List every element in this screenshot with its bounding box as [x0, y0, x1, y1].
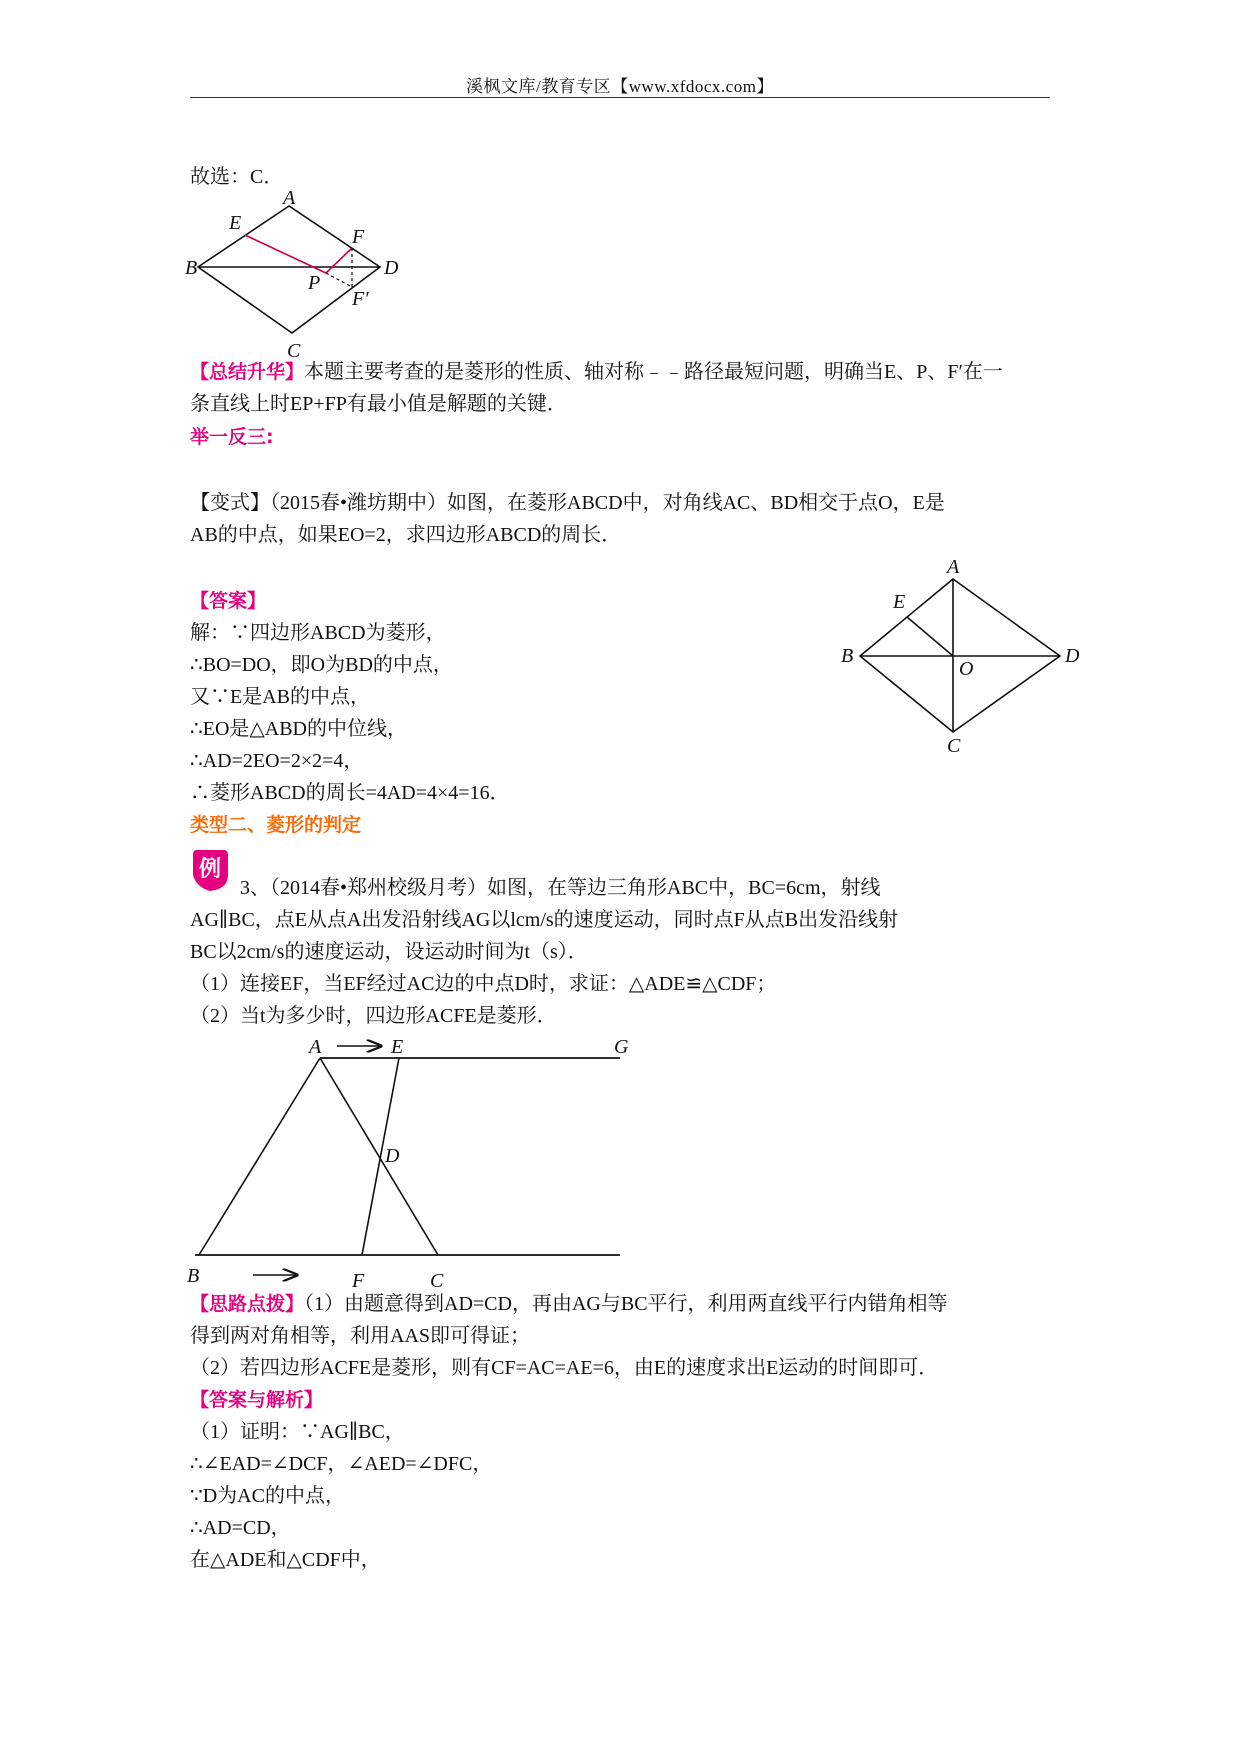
side-ab	[199, 1058, 320, 1255]
hint-tag: 【思路点拨】	[190, 1293, 305, 1315]
summary-text-1: 本题主要考查的是菱形的性质、轴对称﹣﹣路径最短问题，明确当E、P、F′在一	[304, 361, 1003, 383]
hint-text-1: （1）由题意得到AD=CD，再由AG与BC平行，利用两直线平行内错角相等	[304, 1293, 948, 1315]
variant-line-1: 【变式】（2015春•潍坊期中）如图，在菱形ABCD中，对角线AC、BD相交于点O，E是	[190, 492, 945, 514]
summary-line-1	[190, 356, 1003, 388]
solution-line: 在△ADE和△CDF中，	[190, 1549, 381, 1571]
figure-triangle-parallel	[185, 1030, 629, 1292]
example-line-3: BC以2cm/s的速度运动，设运动时间为t（s）．	[190, 941, 588, 963]
solution-line: ∴AD=CD，	[190, 1517, 291, 1539]
variant-line-2: AB的中点，如果EO=2，求四边形ABCD的周长．	[190, 524, 622, 546]
label-g: G	[614, 1036, 629, 1058]
segment-pf-prime	[326, 273, 352, 287]
example-line-1: 3、（2014春•郑州校级月考）如图，在等边三角形ABC中，BC=6cm，射线	[240, 877, 881, 899]
answer-line: ∴菱形ABCD的周长=4AD=4×4=16．	[190, 782, 510, 804]
section-title: 类型二、菱形的判定	[190, 814, 362, 836]
solution-tag: 【答案与解析】	[190, 1389, 324, 1411]
label-a: A	[309, 1036, 322, 1058]
label-a: A	[947, 556, 960, 578]
summary-line-2: 条直线上时EP+FP有最小值是解题的关键．	[190, 393, 567, 415]
label-o: O	[959, 658, 974, 680]
label-p: P	[308, 272, 321, 294]
solution-line: ∵D为AC的中点，	[190, 1485, 345, 1507]
figure-rhombus-diagonals	[835, 555, 1095, 755]
label-e: E	[391, 1036, 404, 1058]
answer-tag: 【答案】	[190, 590, 267, 612]
page-header: 溪枫文库/教育专区【www.xfdocx.com】	[466, 77, 774, 96]
label-d: D	[1065, 645, 1080, 667]
side-ac	[320, 1058, 438, 1255]
hint-line-2: 得到两对角相等，利用AAS即可得证；	[190, 1325, 531, 1347]
header-divider	[190, 97, 1050, 98]
solution-line: ∴∠EAD=∠DCF，∠AED=∠DFC，	[190, 1453, 493, 1475]
example-line-4: （1）连接EF，当EF经过AC边的中点D时，求证：△ADE≌△CDF；	[190, 973, 777, 995]
label-f: F	[352, 226, 365, 248]
label-c: C	[947, 735, 961, 757]
answer-choice-line: 故选：C．	[190, 166, 284, 188]
label-b: B	[187, 1265, 200, 1287]
label-c: C	[287, 340, 301, 362]
segment-eo	[907, 617, 953, 656]
answer-line: 解：∵四边形ABCD为菱形，	[190, 622, 446, 644]
answer-line: ∴BO=DO，即O为BD的中点，	[190, 654, 453, 676]
label-b: B	[185, 257, 198, 279]
label-d: D	[384, 257, 399, 279]
summary-tag: 【总结升华】	[190, 361, 305, 383]
label-c: C	[430, 1270, 444, 1292]
hint-line-1	[190, 1288, 948, 1320]
example-line-2: AG∥BC，点E从点A出发沿射线AG以lcm/s的速度运动，同时点F从点B出发沿线射	[190, 909, 899, 931]
example-line-5: （2）当t为多少时，四边形ACFE是菱形．	[190, 1005, 557, 1027]
hint-line-3: （2）若四边形ACFE是菱形，则有CF=AC=AE=6，由E的速度求出E运动的时间即可．	[190, 1357, 939, 1379]
example-badge-icon	[190, 847, 230, 893]
label-e: E	[893, 591, 906, 613]
segment-pf	[326, 248, 352, 273]
figure-rhombus-path	[185, 187, 415, 363]
label-a: A	[283, 187, 296, 209]
label-d: D	[385, 1145, 400, 1167]
badge-text: 例	[199, 857, 222, 882]
label-b: B	[841, 645, 854, 667]
answer-line: 又∵E是AB的中点，	[190, 686, 370, 708]
answer-line: ∴AD=2EO=2×2=4，	[190, 750, 364, 772]
label-f-prime: F′	[352, 288, 369, 310]
solution-line: （1）证明：∵AG∥BC，	[190, 1421, 405, 1443]
label-f: F	[352, 1270, 365, 1292]
label-e: E	[229, 212, 242, 234]
juyi-heading: 举一反三:	[190, 426, 274, 448]
answer-line: ∴EO是△ABD的中位线，	[190, 718, 407, 740]
